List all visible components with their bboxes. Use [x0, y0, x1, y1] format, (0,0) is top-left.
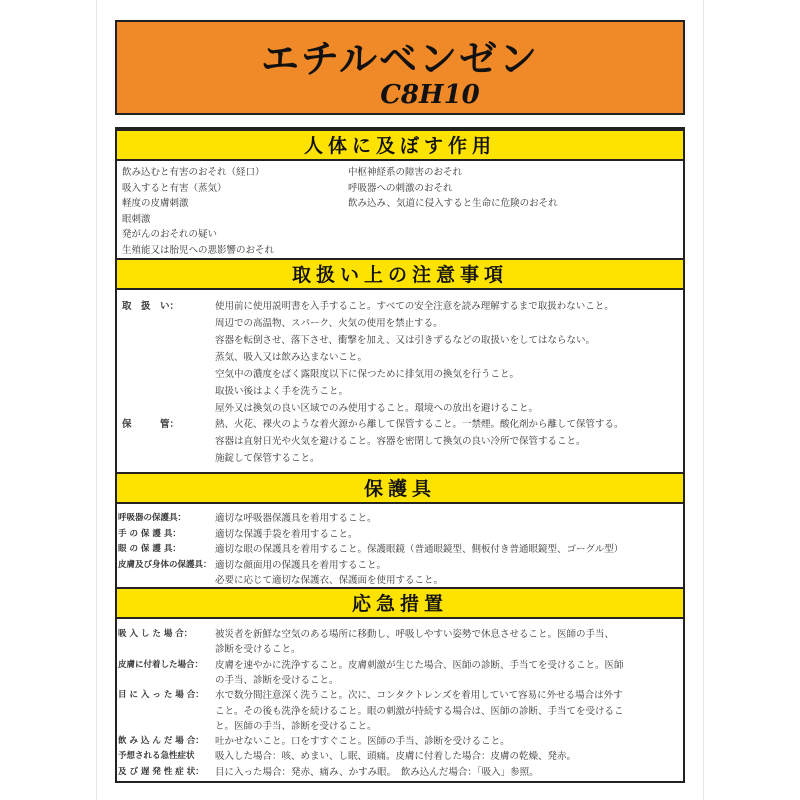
firstaid-row-text: 吸入した場合：咳、めまい、し眠、頭痛。皮膚に付着した場合：皮膚の乾燥、発赤。 — [215, 751, 577, 763]
sign-header — [115, 20, 685, 115]
health-effect-item: 発がんのおそれの疑い — [122, 229, 218, 240]
section-heading-firstaid: 応急措置 — [115, 587, 685, 619]
health-effect-item: 眼刺激 — [122, 213, 151, 225]
firstaid-row-label: 目 に 入 っ た 場 合： — [118, 690, 204, 701]
handling-line: 使用前に使用説明書を入手すること。すべての安全注意を読み理解するまで取扱わないこと。 — [215, 301, 614, 312]
health-effect-item: 吸入すると有害（蒸気） — [122, 182, 227, 194]
firstaid-row-label: 及 び 遅 発 性 症 状： — [118, 766, 204, 777]
section-heading-health: 人体に及ぼす作用 — [115, 129, 685, 161]
health-effect-item: 飲み込み、気道に侵入すると生命に危険のおそれ — [348, 198, 558, 209]
section-heading-protective: 保護具 — [115, 472, 685, 504]
handling-line: 空気中の濃度をばく露限度以下に保つために排気用の換気を行うこと。 — [215, 369, 520, 380]
chemical-formula: C8H10 — [380, 80, 480, 110]
firstaid-row-text: 診断を受けること。 — [215, 644, 301, 656]
firstaid-row-text: こと。その後も洗浄を続けること。眼の刺激が持続する場合は、医師の診断、手当てを受けるこ — [215, 705, 624, 717]
firstaid-row-label: 飲 み 込 ん だ 場 合： — [118, 736, 204, 747]
handling-line: 取扱い後はよく手を洗うこと。 — [215, 386, 349, 397]
info-panel — [115, 127, 685, 783]
handling-line: 周辺での高温物、スパーク、火気の使用を禁止する。 — [215, 318, 443, 329]
firstaid-row-text: と。医師の手当、診断を受けること。 — [215, 720, 377, 732]
storage-label: 保 管： — [122, 419, 180, 430]
storage-line: 熱、火花、裸火のような着火源から離して保管すること。一禁煙。酸化剤から離して保管する。 — [215, 419, 624, 430]
protective-row-text: 適切な眼の保護具を着用すること。保護眼鏡（普通眼鏡型、側板付き普通眼鏡型、ゴーグル型） — [215, 544, 624, 555]
protective-row-text: 必要に応じて適切な保護衣、保護面を使用すること。 — [215, 575, 444, 586]
firstaid-row-label: 予想される急性症状 — [118, 751, 195, 762]
protective-row-text: 適切な保護手袋を着用すること。 — [215, 528, 358, 540]
firstaid-row-label: 吸 入 し た 場 合： — [118, 629, 193, 639]
firstaid-row-text: 吐かせないこと。口をすすぐこと。医師の手当、診断を受けること。 — [215, 736, 510, 748]
health-effect-item: 生殖能又は胎児への悪影響のおそれ — [122, 244, 275, 256]
protective-row-label: 皮膚及び身体の保護具： — [118, 559, 212, 570]
firstaid-row-text: 被災者を新鮮な空気のある場所に移動し、呼吸しやすい姿勢で休息させること。医師の手当、 — [215, 629, 615, 640]
health-effect-item: 飲み込むと有害のおそれ（経口） — [122, 167, 265, 178]
firstaid-row-label: 皮膚に付着した場合： — [118, 659, 204, 670]
firstaid-row-text: 皮膚を速やかに洗浄すること。皮膚刺激が生じた場合、医師の診断、手当てを受けること。医師 — [215, 659, 624, 671]
protective-row-label: 手 の 保 護 具： — [118, 528, 181, 539]
protective-row-text: 適切な顔面用の保護具を着用すること。 — [215, 559, 387, 571]
handling-label: 取 扱 い： — [122, 301, 180, 312]
handling-line: 屋外又は換気の良い区域でのみ使用すること。環境への放出を避けること。 — [215, 403, 539, 414]
storage-line: 施錠して保管すること。 — [215, 453, 320, 464]
protective-row-label: 眼 の 保 護 具： — [118, 544, 181, 554]
protective-row-label: 呼吸器の保護具： — [118, 513, 187, 523]
handling-line: 蒸気、吸入又は飲み込まないこと。 — [215, 352, 368, 363]
protective-row-text: 適切な呼吸器保護具を着用すること。 — [215, 513, 377, 524]
health-effect-item: 軽度の皮膚刺激 — [122, 198, 189, 209]
handling-line: 容器を転倒させ、落下させ、衝撃を加え、又は引きずるなどの取扱いをしてはならない。 — [215, 335, 596, 346]
health-effect-item: 呼吸器への刺激のおそれ — [348, 182, 453, 194]
storage-line: 容器は直射日光や火気を避けること。容器を密閉して換気の良い冷所で保管すること。 — [215, 436, 586, 447]
chemical-name: エチルベンゼン — [260, 37, 540, 81]
health-effect-item: 中枢神経系の障害のおそれ — [348, 167, 463, 178]
firstaid-row-text: 水で数分間注意深く洗うこと。次に、コンタクトレンズを着用していて容易に外せる場合は外す — [215, 690, 623, 702]
section-heading-handling: 取扱い上の注意事項 — [115, 258, 685, 290]
firstaid-row-text: の手当、診断を受けること。 — [215, 674, 339, 686]
firstaid-row-text: 目に入った場合：発赤、痛み、かすみ眼。 飲み込んだ場合：「吸入」参照。 — [215, 766, 539, 778]
